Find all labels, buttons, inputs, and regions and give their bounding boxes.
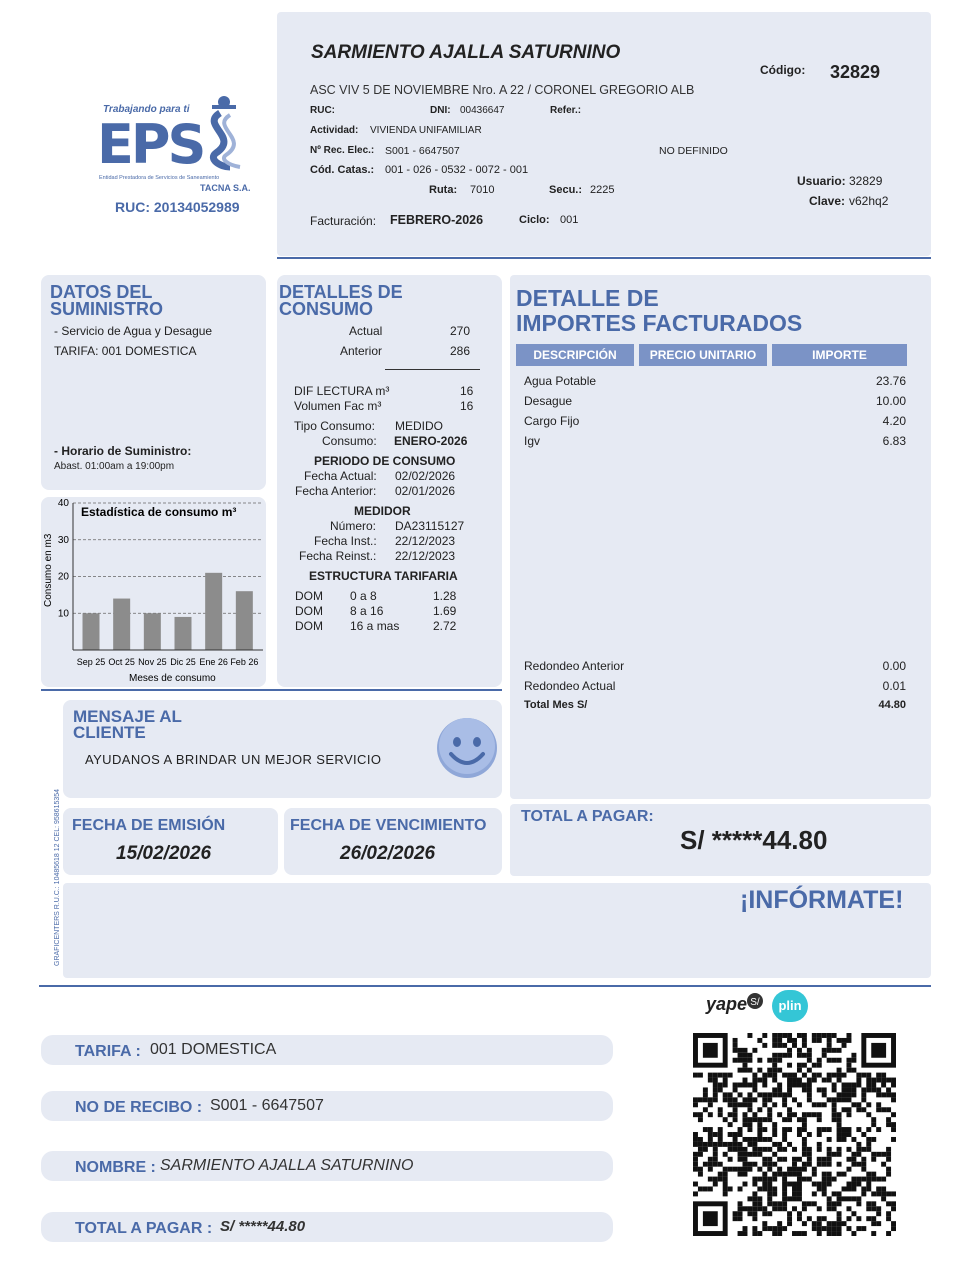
volumen-value: 16	[460, 399, 474, 413]
consumo-value: ENERO-2026	[394, 434, 468, 448]
fecha-actual-label: Fecha Actual:	[304, 469, 377, 483]
consumo-label: Consumo:	[322, 434, 377, 448]
col-precio-unitario: PRECIO UNITARIO	[639, 344, 767, 366]
redondeo-anterior-value: 0.00	[882, 659, 906, 673]
consumo-title-2: CONSUMO	[279, 299, 373, 319]
total-mes-value: 44.80	[878, 699, 906, 711]
stub-total-label: TOTAL A PAGAR :	[75, 1220, 213, 1237]
secu-label: Secu.:	[549, 184, 583, 196]
dni-value: 00436647	[460, 105, 505, 116]
ruta-label: Ruta:	[429, 184, 458, 196]
informate-text: ¡INFÓRMATE!	[740, 886, 904, 914]
importes-title-1: DETALLE DE	[516, 285, 659, 311]
payment-qr-code	[693, 1033, 896, 1236]
actividad-label: Actividad:	[310, 125, 359, 136]
stub-recibo-label: NO DE RECIBO :	[75, 1099, 203, 1116]
redondeo-actual-label: Redondeo Actual	[524, 679, 616, 693]
tarifa-row	[295, 589, 475, 603]
vencimiento-label: FECHA DE VENCIMIENTO	[290, 817, 487, 834]
fecha-actual-value: 02/02/2026	[395, 469, 456, 483]
yape-badge-icon	[746, 992, 764, 1010]
dif-value: 16	[460, 384, 474, 398]
ruta-value: 7010	[470, 184, 495, 196]
importe-row	[524, 414, 906, 428]
stub-tarifa-label: TARIFA :	[75, 1043, 141, 1060]
yape-logo	[706, 990, 766, 1020]
stub-nombre-value: SARMIENTO AJALLA SATURNINO	[160, 1157, 414, 1174]
emision-value: 15/02/2026	[116, 843, 212, 864]
redondeo-actual-value: 0.01	[882, 679, 906, 693]
ciclo-value: 001	[560, 214, 579, 226]
svg-text:S/: S/	[750, 997, 760, 1008]
clave-value: v62hq2	[849, 194, 889, 208]
chart-bars	[83, 573, 253, 650]
medidor-title: MEDIDOR	[354, 504, 411, 518]
mensaje-title-1: MENSAJE AL	[73, 707, 182, 726]
col-importe: IMPORTE	[772, 344, 907, 366]
plin-text: plin	[778, 998, 802, 1013]
refer-label: Refer.:	[550, 105, 582, 116]
redondeo-actual-row	[524, 679, 906, 693]
chart-x-tick-label: Sep 25	[76, 657, 106, 667]
importe-row	[524, 394, 906, 408]
tarifa-cat: DOM	[295, 619, 323, 633]
col-descripcion: DESCRIPCIÓN	[516, 344, 634, 366]
actividad-value: VIVIENDA UNIFAMILIAR	[370, 125, 482, 136]
importe-desc: Cargo Fijo	[524, 414, 580, 428]
importe-row	[524, 434, 906, 448]
logo-tagline: Trabajando para ti	[103, 104, 190, 115]
yape-text: yape	[706, 994, 748, 1014]
chart-x-tick-label: Dic 25	[170, 657, 196, 667]
rec-elec-label: Nº Rec. Elec.:	[310, 145, 375, 156]
ruc-label: RUC:	[310, 105, 335, 116]
horario-value: Abast. 01:00am a 19:00pm	[54, 461, 175, 472]
tarifa-precio: 2.72	[433, 619, 457, 633]
tarifa-row	[295, 604, 475, 618]
chart-y-ticks	[58, 498, 70, 619]
chart-bar	[144, 613, 161, 650]
facturacion-label: Facturación:	[310, 214, 377, 228]
usuario-value: 32829	[849, 174, 883, 188]
chart-bar	[113, 599, 130, 650]
consumo-title-1: DETALLES DE	[279, 282, 403, 302]
stub-nombre-label: NOMBRE :	[75, 1159, 156, 1176]
stub-tarifa-value: 001 DOMESTICA	[150, 1041, 277, 1058]
facturacion-value: FEBRERO-2026	[390, 213, 484, 227]
fecha-anterior-label: Fecha Anterior:	[295, 484, 377, 498]
importe-value: 23.76	[875, 374, 906, 388]
fecha-reinst-value: 22/12/2023	[395, 549, 456, 563]
importe-value: 10.00	[875, 394, 906, 408]
horario-label: - Horario de Suministro:	[54, 444, 192, 458]
chart-bar	[205, 573, 222, 650]
tipo-label: Tipo Consumo:	[294, 419, 375, 433]
mensaje-title-2: CLIENTE	[73, 723, 146, 742]
chart-ylabel: Consumo en m3	[43, 533, 54, 607]
footer-divider	[39, 985, 931, 987]
cod-catas-value: 001 - 026 - 0532 - 0072 - 001	[385, 164, 529, 176]
actual-value: 270	[450, 324, 471, 338]
fecha-reinst-label: Fecha Reinst.:	[299, 549, 377, 563]
header-divider	[277, 257, 931, 259]
tarifa-row	[295, 619, 475, 633]
smiley-icon	[435, 716, 499, 780]
stub-total-value: S/ *****44.80	[220, 1218, 306, 1235]
stub-recibo-row	[41, 1091, 613, 1121]
fecha-inst-label: Fecha Inst.:	[314, 534, 377, 548]
river-icon	[190, 95, 252, 175]
codigo-label: Código:	[760, 63, 806, 77]
chart-x-tick-label: Nov 25	[138, 657, 167, 667]
importe-row	[524, 374, 906, 388]
anterior-label: Anterior	[340, 344, 383, 358]
secu-value: 2225	[590, 184, 615, 196]
chart-y-tick-label: 20	[57, 571, 69, 583]
logo-letters: EPS	[97, 113, 204, 176]
numero-label: Número:	[330, 519, 377, 533]
logo-ruc: RUC: 20134052989	[115, 199, 240, 215]
servicio-text: - Servicio de Agua y Desague	[54, 324, 213, 338]
stub-total-row	[41, 1212, 613, 1242]
total-mes-row	[524, 699, 906, 711]
importe-value: 4.20	[882, 414, 906, 428]
total-value: S/ *****44.80	[680, 825, 828, 855]
usuario-label: Usuario:	[797, 174, 846, 188]
printer-credit: GRAFICENTERS R.U.C.: 10485618 12 CEL: 958615354	[54, 788, 61, 966]
tarifa-rango: 0 a 8	[350, 589, 377, 603]
chart-title: Estadística de consumo m³	[81, 505, 237, 519]
tarifa-text: TARIFA: 001 DOMESTICA	[54, 344, 197, 358]
mid-divider	[41, 689, 502, 691]
chart-gridlines	[73, 503, 263, 613]
total-mes-label: Total Mes S/	[524, 699, 588, 711]
clave-label: Clave:	[809, 194, 846, 208]
total-label: TOTAL A PAGAR:	[521, 808, 654, 825]
chart-y-tick-label: 30	[57, 534, 69, 546]
chart-y-tick-label: 10	[57, 608, 69, 620]
chart-y-tick-label: 40	[57, 498, 69, 509]
chart-bar	[236, 591, 253, 650]
no-definido: NO DEFINIDO	[659, 145, 728, 157]
anterior-value: 286	[450, 344, 471, 358]
tarifa-rango: 16 a mas	[350, 619, 400, 633]
fecha-anterior-value: 02/01/2026	[395, 484, 456, 498]
tarifa-precio: 1.28	[433, 589, 457, 603]
rec-elec-value: S001 - 6647507	[385, 145, 460, 157]
periodo-title: PERIODO DE CONSUMO	[314, 454, 456, 468]
stub-nombre-row	[41, 1151, 613, 1181]
tarifa-cat: DOM	[295, 589, 323, 603]
stub-tarifa-row	[41, 1035, 613, 1065]
plin-logo	[772, 990, 808, 1022]
chart-x-tick-label: Oct 25	[108, 657, 135, 667]
tarifa-cat: DOM	[295, 604, 323, 618]
volumen-label: Volumen Fac m³	[294, 399, 382, 413]
tarifa-precio: 1.69	[433, 604, 457, 618]
codigo-value: 32829	[830, 62, 881, 82]
chart-xlabel: Meses de consumo	[129, 673, 216, 684]
importe-value: 6.83	[882, 434, 906, 448]
importe-desc: Igv	[524, 434, 541, 448]
logo-city: TACNA S.A.	[200, 183, 251, 193]
suministro-title-1: DATOS DEL	[50, 282, 153, 302]
client-name: SARMIENTO AJALLA SATURNINO	[311, 42, 621, 63]
emision-label: FECHA DE EMISIÓN	[72, 817, 226, 834]
chart-bar	[175, 617, 192, 650]
importe-desc: Desague	[524, 394, 573, 408]
dif-label: DIF LECTURA m³	[294, 384, 390, 398]
logo-entity-line: Entidad Prestadora de Servicios de Saneamiento	[99, 175, 220, 181]
tarifa-rango: 8 a 16	[350, 604, 384, 618]
fecha-inst-value: 22/12/2023	[395, 534, 456, 548]
numero-value: DA23115127	[395, 519, 465, 533]
chart-x-tick-label: Feb 26	[230, 657, 259, 667]
subtotal-line	[385, 369, 480, 370]
chart-x-ticks	[77, 657, 259, 667]
chart-bar	[83, 613, 100, 650]
tipo-value: MEDIDO	[395, 419, 443, 433]
ciclo-label: Ciclo:	[519, 214, 550, 226]
redondeo-anterior-row	[524, 659, 906, 673]
company-logo	[95, 95, 260, 220]
estructura-title: ESTRUCTURA TARIFARIA	[309, 569, 458, 583]
suministro-title-2: SUMINISTRO	[50, 299, 164, 319]
importe-desc: Agua Potable	[524, 374, 597, 388]
chart-x-tick-label: Ene 26	[199, 657, 228, 667]
mensaje-text: AYUDANOS A BRINDAR UN MEJOR SERVICIO	[85, 752, 382, 767]
actual-label: Actual	[349, 324, 383, 338]
cod-catas-label: Cód. Catas.:	[310, 164, 375, 176]
vencimiento-value: 26/02/2026	[340, 843, 436, 864]
stub-recibo-value: S001 - 6647507	[210, 1097, 324, 1114]
importes-title-2: IMPORTES FACTURADOS	[516, 310, 803, 336]
dni-label: DNI:	[430, 105, 451, 116]
redondeo-anterior-label: Redondeo Anterior	[524, 659, 625, 673]
consumption-chart	[41, 497, 266, 687]
client-address: ASC VIV 5 DE NOVIEMBRE Nro. A 22 / CORONEL GREGORIO ALB	[310, 83, 695, 97]
